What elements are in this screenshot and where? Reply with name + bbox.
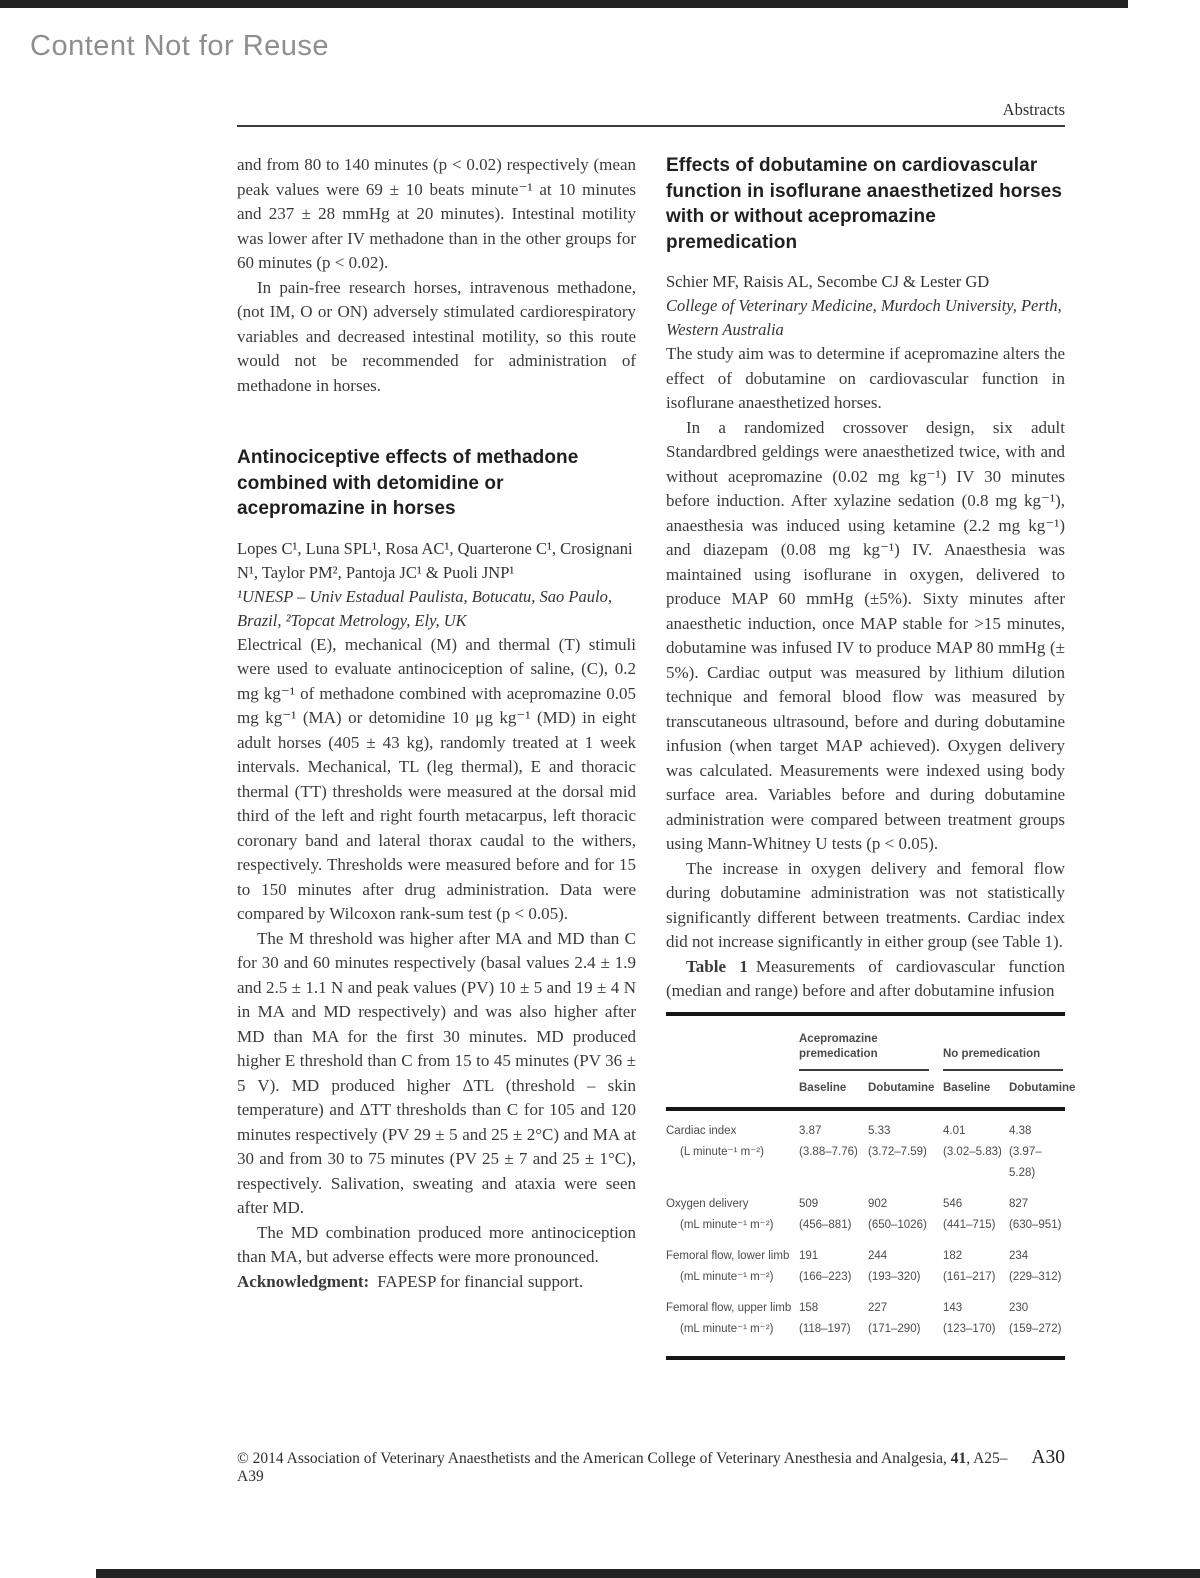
scan-artifact-bottom: [96, 1569, 1200, 1578]
cell: 4.01: [943, 1124, 966, 1137]
cell: 509: [799, 1197, 819, 1210]
cell: 234: [1009, 1249, 1029, 1262]
cell: 191: [799, 1249, 819, 1262]
table-subheader-row: [666, 1071, 1076, 1111]
table-group-header-row: [666, 1032, 1065, 1071]
cell: 244: [868, 1249, 888, 1262]
cell-range: (118–197): [799, 1322, 851, 1335]
paragraph: The M threshold was higher after MA and MD than C for 30 and 60 minutes respectively (basal values 2.4 ± 1.9 and 2.5 ± 1.1 N and peak values (PV) 10 ± 5 and 19 ± 4 N in MA and MD respectively) and was also higher after MD than MA for the first 30 minutes. MD produced higher E threshold than C from 15 to 45 minutes (PV 36 ± 5 V). MD produced higher ΔTL (threshold – skin temperature) and ΔTT thresholds than C for 105 and 120 minutes respectively (PV 29 ± 5 and 25 ± 2°C) and MA at 30 and from 30 to 75 minutes (PV 25 ± 7 and 25 ± 1°C), respectively. Salivation, sweating and ataxia were seen after MD.: [237, 928, 636, 1217]
acknowledgment-label: Acknowledgment:: [237, 1271, 370, 1291]
author-line: Schier MF, Raisis AL, Secombe CJ & Lester GD: [666, 272, 990, 291]
cell-range: (159–272): [1009, 1322, 1062, 1335]
table-corner-cell: [666, 1081, 799, 1096]
cell: 227: [868, 1301, 888, 1314]
table-1: [666, 1012, 1076, 1360]
left-column: [237, 153, 636, 1360]
paragraph: Electrical (E), mechanical (M) and thermal (T) stimuli were used to evaluate antinociception of saline, (C), 0.2 mg kg⁻¹ of methadone combined with acepromazine 0.05 mg kg⁻¹ (MA) or detomidine 10 μg kg⁻¹ (MD) in eight adult horses (405 ± 43 kg), randomly treated at 1 week intervals. Mechanical, TL (leg thermal), E and thoracic thermal (TT) thresholds were measured at the dorsal mid third of the left and right fourth metacarpus, left thoracic coronary band and lateral thorax caudal to the withers, respectively. Thresholds were measured before and for 15 to 150 minutes after drug administration. Data were compared by Wilcoxon rank-sum test (p < 0.05).: [237, 634, 636, 923]
table-row: [666, 1184, 1065, 1236]
row-label: Cardiac index: [666, 1124, 737, 1137]
cell-range: (3.02–5.83): [943, 1145, 1002, 1158]
page-content: [237, 100, 1076, 1360]
column-header: Baseline: [799, 1081, 847, 1094]
running-head: Abstracts: [1002, 100, 1065, 119]
column-header: Dobutamine: [868, 1081, 935, 1094]
table-caption-text: Measurements of cardiovascular function (median and range) before and after dobutamine infusion: [666, 956, 1065, 1000]
row-label: Oxygen delivery: [666, 1197, 749, 1210]
column-header: Baseline: [943, 1081, 991, 1094]
cell-range: (3.72–7.59): [868, 1145, 927, 1158]
acknowledgment: [237, 1270, 636, 1295]
page-range: , A25–A39: [237, 1450, 1008, 1485]
volume-number: 41: [950, 1450, 967, 1467]
cell-range: (630–951): [1009, 1218, 1062, 1231]
row-label: Femoral flow, lower limb: [666, 1249, 790, 1262]
acknowledgment-text: FAPESP for financial support.: [377, 1271, 584, 1291]
affiliation-line: College of Veterinary Medicine, Murdoch University, Perth, Western Australia: [666, 296, 1062, 339]
paragraph: The increase in oxygen delivery and femoral flow during dobutamine administration was not statistically significantly different between treatments. Cardiac index did not increase significantly in either group (see Table 1).: [666, 858, 1065, 951]
paragraph: The study aim was to determine if acepromazine alters the effect of dobutamine on cardiovascular function in isoflurane anaesthetized horses.: [666, 344, 1065, 412]
cell-range: (3.97–5.28): [1009, 1145, 1042, 1179]
table-row: [666, 1236, 1065, 1288]
copyright-line: [237, 1450, 1013, 1486]
abstract-title: Effects of dobutamine on cardiovascular function in isoflurane anaesthetized horses with or without acepromazine premedication: [666, 155, 1062, 253]
table-row: [666, 1288, 1065, 1340]
table-caption-label: Table 1: [686, 956, 748, 976]
cell: 182: [943, 1249, 963, 1262]
watermark: Content Not for Reuse: [30, 30, 330, 62]
paragraph: In a randomized crossover design, six adult Standardbred geldings were anaesthetized twice, with and without acepromazine (0.02 mg kg⁻¹) IV 30 minutes before induction. After xylazine sedation (0.8 mg kg⁻¹), anaesthesia was induced using ketamine (2.2 mg kg⁻¹) and diazepam (0.08 mg kg⁻¹) IV. Anaesthesia was maintained using isoflurane in oxygen, delivered to produce MAP 60 mmHg (±5%). Sixty minutes after anaesthetic induction, once MAP stable for >15 minutes, dobutamine was infused IV to produce MAP 80 mmHg (± 5%). Cardiac output was measured by lithium dilution technique and femoral blood flow was measured by transcutaneous ultrasound, before and during dobutamine infusion (when target MAP achieved). Oxygen delivery was calculated. Measurements were indexed using body surface area. Variables before and during dobutamine administration were compared between treatment groups using Mann-Whitney U tests (p < 0.05).: [666, 417, 1065, 853]
table-corner-cell: [666, 1032, 799, 1071]
column-header: Dobutamine: [1009, 1081, 1076, 1094]
section-gap: [237, 398, 636, 445]
table-caption: [666, 955, 1065, 1004]
cell-range: (456–881): [799, 1218, 852, 1231]
header-rule: [237, 125, 1065, 127]
scan-artifact-top: [0, 0, 1128, 8]
cell-range: (166–223): [799, 1270, 852, 1283]
page-footer: [237, 1447, 1065, 1486]
group-header-acepromazine: Acepromazine premedication: [799, 1032, 929, 1071]
right-column: [666, 153, 1076, 1360]
cell: 3.87: [799, 1124, 822, 1137]
cell-range: (193–320): [868, 1270, 921, 1283]
table-row: [666, 1111, 1065, 1184]
cell-range: (123–170): [943, 1322, 996, 1335]
row-unit: (L minute⁻¹ m⁻²): [680, 1145, 764, 1158]
paragraph: In pain-free research horses, intravenous methadone, (not IM, O or ON) adversely stimulated cardiorespiratory variables and decreased intestinal motility, so this route would not be recommended for administration of methadone in horses.: [237, 277, 636, 395]
row-unit: (mL minute⁻¹ m⁻²): [680, 1322, 774, 1335]
page-number: A30: [1031, 1447, 1065, 1468]
cell-range: (441–715): [943, 1218, 996, 1231]
cell: 546: [943, 1197, 963, 1210]
cell: 5.33: [868, 1124, 891, 1137]
cell: 143: [943, 1301, 963, 1314]
affiliation-line: ¹UNESP – Univ Estadual Paulista, Botucatu, Sao Paulo, Brazil, ²Topcat Metrology, Ely, UK: [237, 586, 612, 630]
row-label: Femoral flow, upper limb: [666, 1301, 792, 1314]
cell: 4.38: [1009, 1124, 1032, 1137]
cell: 230: [1009, 1301, 1029, 1314]
copyright-text: © 2014 Association of Veterinary Anaesthetists and the American College of Veterinary Anesthesia and Analgesia,: [237, 1450, 951, 1467]
abstract-title: Antinociceptive effects of methadone combined with detomidine or acepromazine in horses: [237, 447, 579, 519]
cell-range: (3.88–7.76): [799, 1145, 858, 1158]
group-header-no-premedication: No premedication: [943, 1032, 1063, 1071]
row-unit: (mL minute⁻¹ m⁻²): [680, 1270, 774, 1283]
row-unit: (mL minute⁻¹ m⁻²): [680, 1218, 774, 1231]
cell-range: (229–312): [1009, 1270, 1062, 1283]
cell-range: (171–290): [868, 1322, 921, 1335]
cell: 902: [868, 1197, 888, 1210]
cell-range: (650–1026): [868, 1218, 927, 1231]
cell-range: (161–217): [943, 1270, 996, 1283]
cell: 158: [799, 1301, 819, 1314]
author-line: Lopes C¹, Luna SPL¹, Rosa AC¹, Quarterone C¹, Crosignani N¹, Taylor PM², Pantoja JC¹ & Puoli JNP¹: [237, 538, 633, 582]
cell: 827: [1009, 1197, 1029, 1210]
paragraph: The MD combination produced more antinociception than MA, but adverse effects were more pronounced.: [237, 1222, 636, 1266]
paragraph: and from 80 to 140 minutes (p < 0.02) respectively (mean peak values were 69 ± 10 beats minute⁻¹ at 10 minutes and 237 ± 28 mmHg at 20 minutes). Intestinal motility was lower after IV methadone than in the other groups for 60 minutes (p < 0.02).: [237, 155, 636, 272]
